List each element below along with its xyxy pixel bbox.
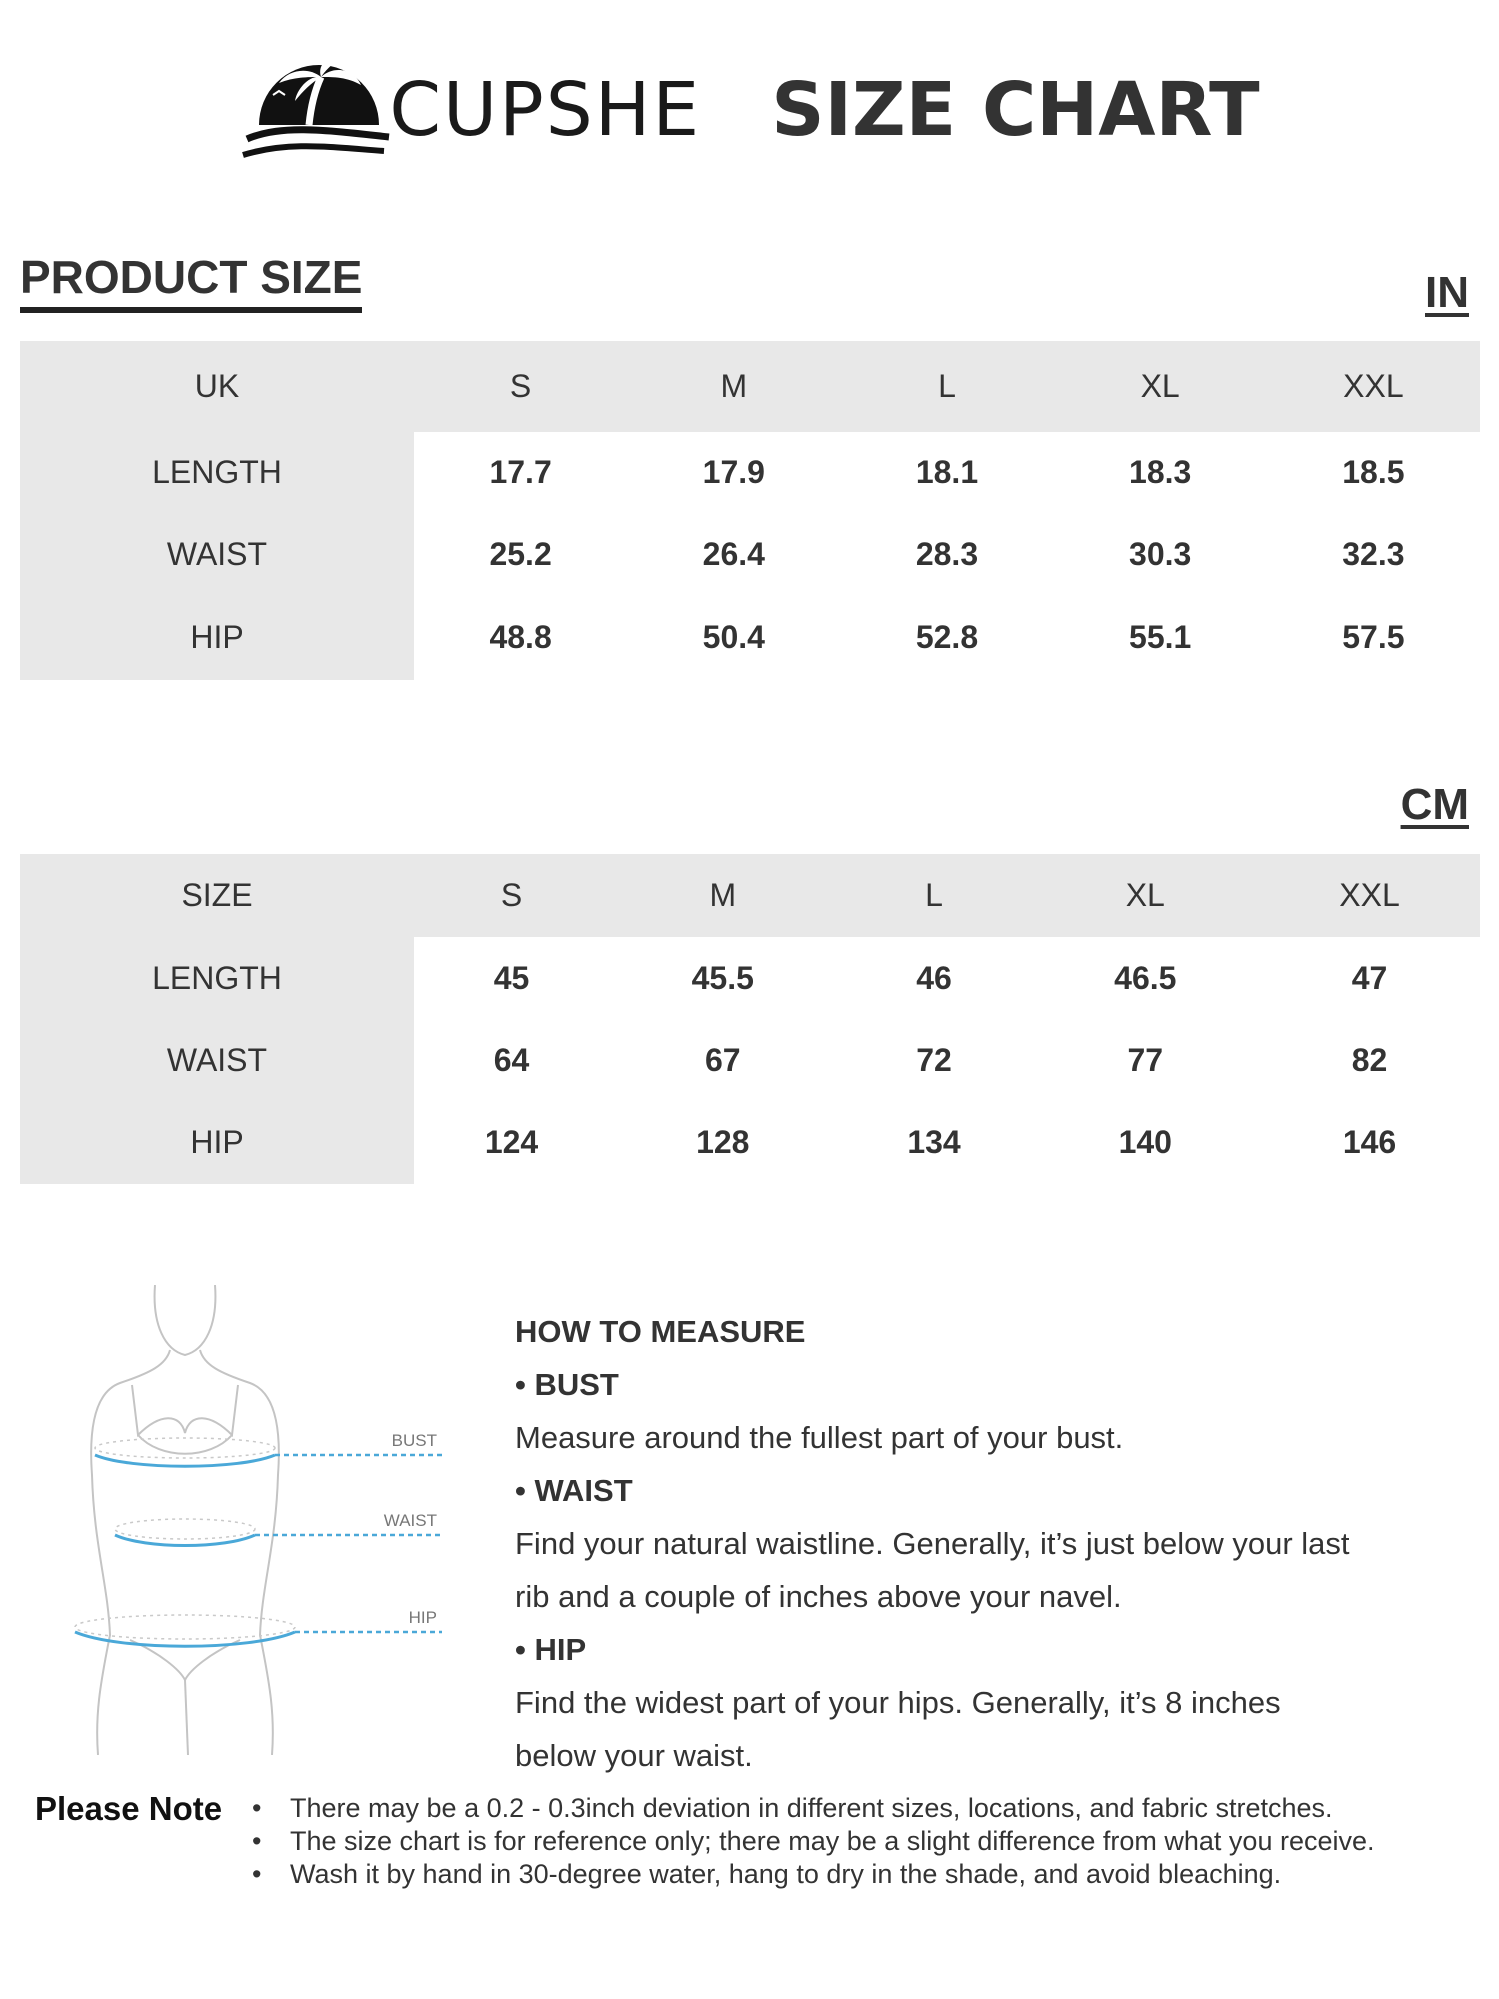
column-header: L bbox=[837, 854, 1032, 937]
unit-label-cm: CM bbox=[1400, 780, 1469, 829]
waist-text-line-2: rib and a couple of inches above your navel. bbox=[515, 1579, 1122, 1614]
hip-text-line-2: below your waist. bbox=[515, 1738, 753, 1773]
table-row bbox=[20, 1019, 1480, 1101]
table-header-row bbox=[20, 854, 1480, 937]
column-header: UK bbox=[20, 341, 414, 432]
table-header-row bbox=[20, 341, 1480, 432]
row-label: LENGTH bbox=[20, 937, 414, 1019]
note-list bbox=[250, 1792, 1375, 1891]
table-cell: 55.1 bbox=[1129, 619, 1192, 655]
table-row bbox=[20, 432, 1480, 513]
row-label: WAIST bbox=[20, 1019, 414, 1101]
size-table-inches bbox=[20, 341, 1480, 680]
section-title: PRODUCT SIZE bbox=[20, 252, 362, 313]
column-header: XL bbox=[1032, 854, 1260, 937]
header bbox=[0, 50, 1499, 170]
bust-text: Measure around the fullest part of your bust. bbox=[515, 1420, 1124, 1455]
column-header: M bbox=[609, 854, 837, 937]
column-header: S bbox=[414, 341, 627, 432]
table-cell: 146 bbox=[1342, 1124, 1397, 1160]
table-cell: 47 bbox=[1351, 959, 1388, 996]
note-item: • Wash it by hand in 30-degree water, hang to dry in the shade, and avoid bleaching. bbox=[250, 1858, 1375, 1891]
how-to-measure bbox=[515, 1305, 1465, 1782]
column-header: XL bbox=[1054, 341, 1267, 432]
table-cell: 82 bbox=[1351, 1041, 1388, 1078]
table-cell: 72 bbox=[916, 1041, 952, 1078]
table-row bbox=[20, 595, 1480, 680]
body-measurement-diagram bbox=[70, 1285, 450, 1755]
size-table-cm bbox=[20, 854, 1480, 1184]
table-cell: 18.5 bbox=[1342, 454, 1405, 490]
table-cell: 50.4 bbox=[702, 619, 765, 655]
table-cell: 124 bbox=[484, 1124, 539, 1160]
table-row bbox=[20, 1101, 1480, 1184]
column-header: SIZE bbox=[20, 854, 414, 937]
table-cell: 134 bbox=[907, 1124, 961, 1160]
table-row bbox=[20, 513, 1480, 595]
column-header: XXL bbox=[1259, 854, 1480, 937]
hip-heading: • HIP bbox=[515, 1632, 587, 1667]
column-header: M bbox=[627, 341, 840, 432]
table-cell: 57.5 bbox=[1342, 619, 1405, 655]
table-row bbox=[20, 937, 1480, 1019]
page-title: SIZE CHART bbox=[771, 67, 1260, 153]
unit-label-in: IN bbox=[1425, 268, 1469, 317]
table-cell: 17.9 bbox=[702, 454, 765, 490]
table-cell: 48.8 bbox=[489, 619, 552, 655]
table-cell: 77 bbox=[1127, 1041, 1164, 1078]
table-cell: 45.5 bbox=[691, 959, 754, 996]
bust-heading: • BUST bbox=[515, 1367, 619, 1402]
table-cell: 28.3 bbox=[915, 535, 979, 572]
column-header: L bbox=[840, 341, 1053, 432]
table-cell: 32.3 bbox=[1342, 535, 1405, 572]
waist-heading: • WAIST bbox=[515, 1473, 633, 1508]
row-label: WAIST bbox=[20, 513, 414, 595]
hip-text-line-1: Find the widest part of your hips. Generally, it’s 8 inches bbox=[515, 1685, 1281, 1720]
palm-tree-logo-icon bbox=[239, 55, 399, 165]
table-cell: 30.3 bbox=[1129, 535, 1192, 572]
column-header: XXL bbox=[1267, 341, 1480, 432]
table-cell: 46 bbox=[916, 959, 952, 996]
table-cell: 45 bbox=[493, 959, 530, 996]
row-label: LENGTH bbox=[20, 432, 414, 513]
bust-label: BUST bbox=[391, 1431, 437, 1450]
row-label: HIP bbox=[20, 1101, 414, 1184]
row-label: HIP bbox=[20, 595, 414, 680]
table-cell: 52.8 bbox=[915, 619, 979, 655]
table-cell: 18.1 bbox=[915, 454, 979, 490]
table-cell: 17.7 bbox=[489, 454, 552, 490]
hip-label: HIP bbox=[408, 1608, 437, 1627]
note-label: Please Note bbox=[35, 1790, 223, 1827]
table-cell: 18.3 bbox=[1129, 454, 1192, 490]
table-cell: 46.5 bbox=[1114, 959, 1177, 996]
table-cell: 128 bbox=[696, 1124, 750, 1160]
brand-logo bbox=[239, 55, 701, 165]
table-cell: 64 bbox=[493, 1041, 530, 1078]
note-item: • The size chart is for reference only; there may be a slight difference from what you receive. bbox=[250, 1825, 1375, 1858]
measure-title: HOW TO MEASURE bbox=[515, 1314, 806, 1349]
brand-name: CUPSHE bbox=[389, 67, 702, 153]
waist-label: WAIST bbox=[383, 1511, 437, 1530]
note-item: • There may be a 0.2 - 0.3inch deviation in different sizes, locations, and fabric stretches. bbox=[250, 1792, 1375, 1825]
table-cell: 140 bbox=[1118, 1124, 1172, 1160]
waist-text-line-1: Find your natural waistline. Generally, it’s just below your last bbox=[515, 1526, 1350, 1561]
table-cell: 25.2 bbox=[489, 535, 552, 572]
table-cell: 67 bbox=[704, 1041, 741, 1078]
table-cell: 26.4 bbox=[702, 535, 765, 572]
column-header: S bbox=[414, 854, 609, 937]
